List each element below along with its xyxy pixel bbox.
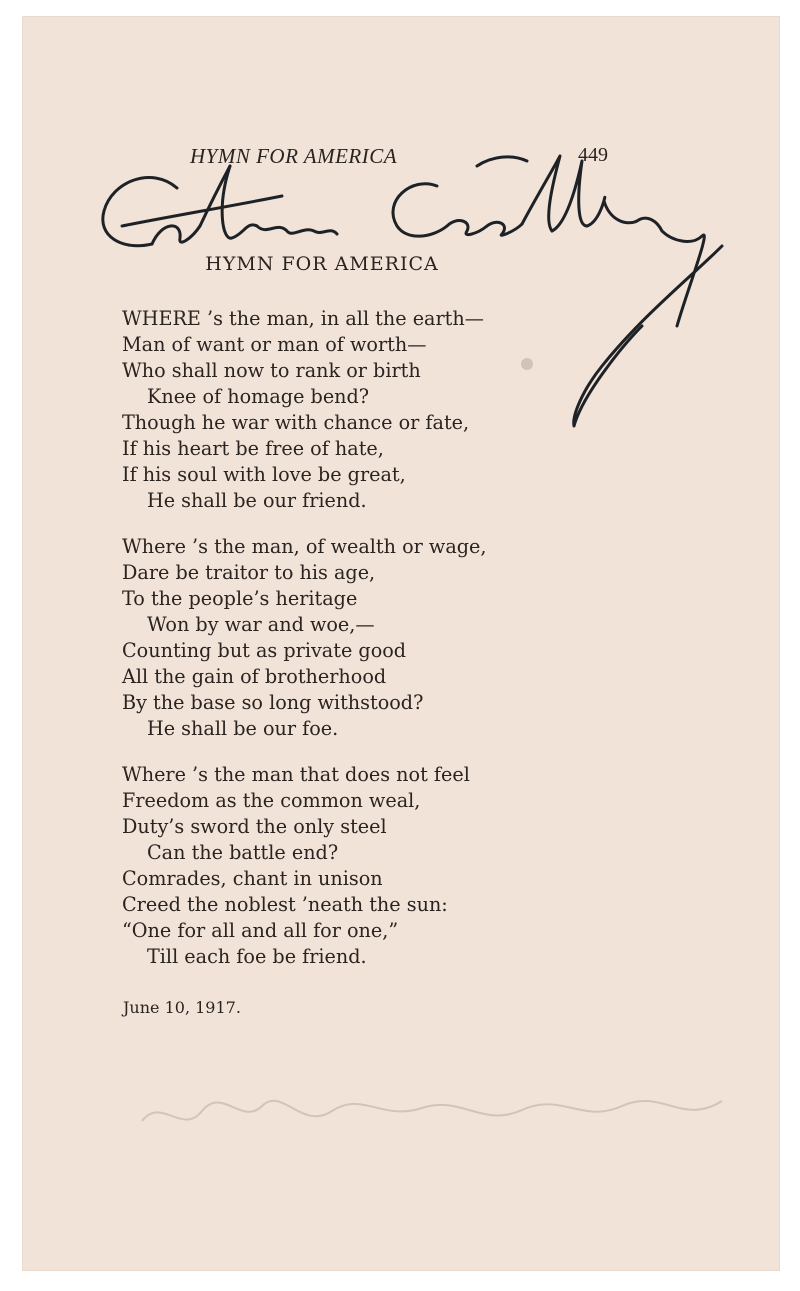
poem-line: Dare be traitor to his age,	[122, 561, 376, 584]
book-page	[22, 16, 780, 1271]
poem-line: He shall be our friend.	[147, 489, 367, 512]
poem-body	[122, 306, 642, 990]
poem-title: HYMN FOR AMERICA	[205, 253, 439, 275]
poem-line: Counting but as private good	[122, 639, 407, 662]
poem-line: Knee of homage bend?	[147, 385, 370, 408]
poem-line: All the gain of brotherhood	[122, 665, 387, 688]
poem-line: WHERE ’s the man, in all the earth—	[122, 307, 484, 330]
poem-line: Duty’s sword the only steel	[122, 815, 387, 838]
poem-line: Freedom as the common weal,	[122, 789, 421, 812]
poem-line: Can the battle end?	[147, 841, 339, 864]
poem-line: If his soul with love be great,	[122, 463, 406, 486]
running-head: HYMN FOR AMERICA	[190, 144, 398, 168]
poem-line: Though he war with chance or fate,	[122, 411, 470, 434]
poem-date: June 10, 1917.	[123, 998, 241, 1017]
poem-line: To the people’s heritage	[122, 587, 358, 610]
poem-line: Where ’s the man that does not feel	[122, 763, 470, 786]
poem-line: By the base so long withstood?	[122, 691, 424, 714]
stanza-3	[122, 762, 642, 970]
poem-line: He shall be our foe.	[147, 717, 339, 740]
stanza-2	[122, 534, 642, 742]
poem-line: Who shall now to rank or birth	[122, 359, 421, 382]
poem-line: Won by war and woe,—	[147, 613, 375, 636]
faint-pencil-inscription	[122, 1066, 742, 1156]
stanza-1	[122, 306, 642, 514]
page-number: 449	[578, 144, 608, 166]
poem-line: Comrades, chant in unison	[122, 867, 383, 890]
poem-line: Creed the noblest ’neath the sun:	[122, 893, 448, 916]
poem-line: “One for all and all for one,”	[122, 919, 399, 942]
poem-line: Man of want or man of worth—	[122, 333, 427, 356]
poem-line: Till each foe be friend.	[147, 945, 367, 968]
poem-line: If his heart be free of hate,	[122, 437, 384, 460]
poem-line: Where ’s the man, of wealth or wage,	[122, 535, 487, 558]
